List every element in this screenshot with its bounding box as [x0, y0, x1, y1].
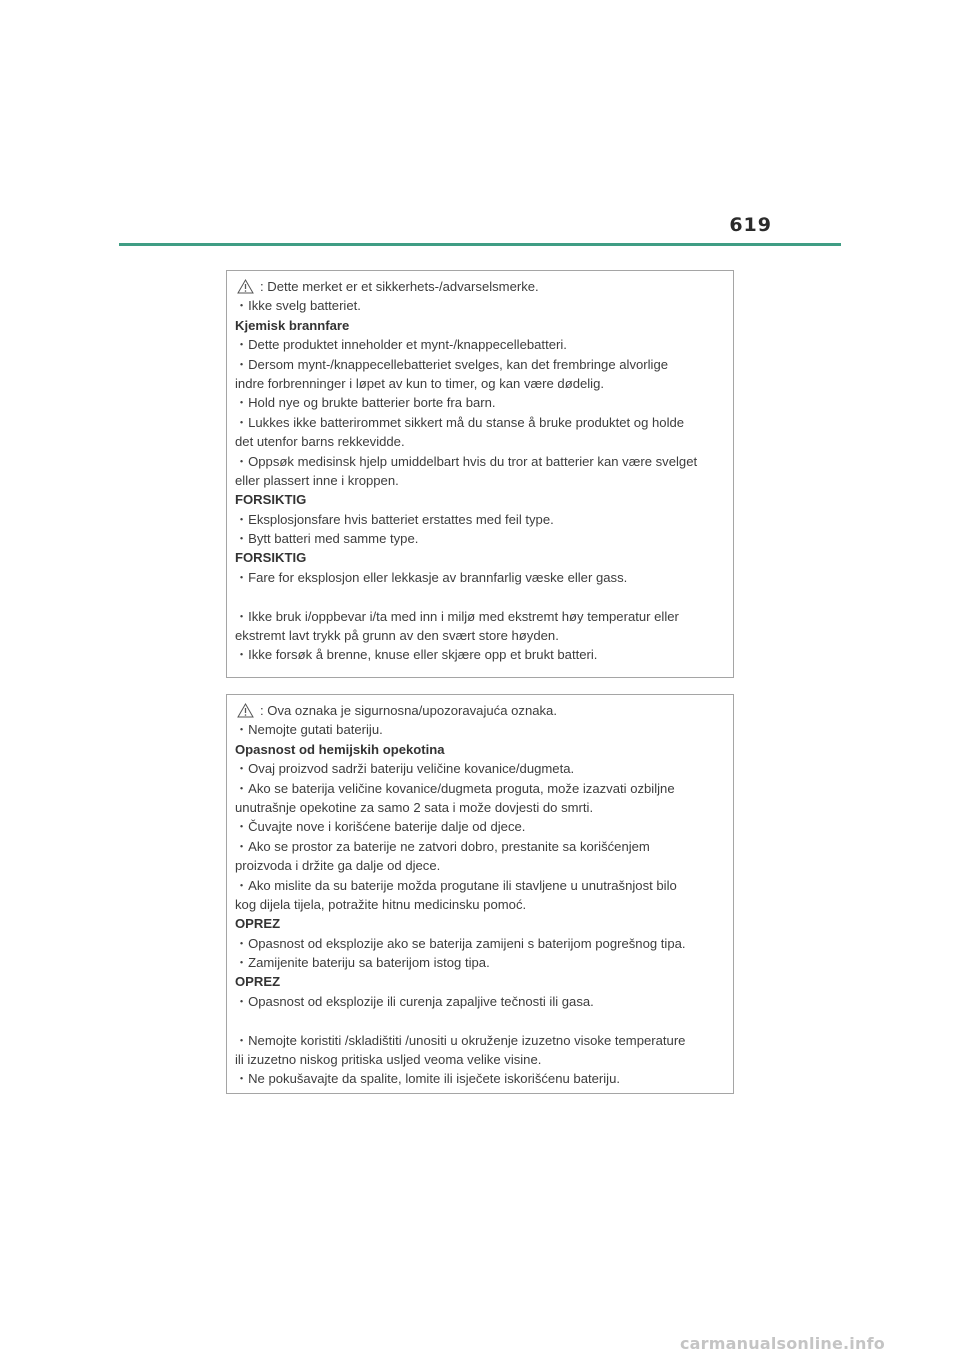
- warning-box-croatian: [226, 694, 734, 1094]
- warning-box-norwegian: [226, 270, 734, 678]
- text-line: ・Eksplosjonsfare hvis batteriet erstattes med feil type.: [235, 511, 554, 527]
- text-line: ・Opasnost od eksplozije ako se baterija zamijeni s baterijom pogrešnog tipa.: [235, 935, 686, 951]
- warning-text-lines: [235, 720, 733, 1088]
- footer-logo: carmanualsonline.info: [680, 1334, 885, 1353]
- warning-triangle-icon: [237, 279, 254, 294]
- text-line: ・Ako se prostor za baterije ne zatvori dobro, prestanite sa korišćenjem: [235, 838, 650, 854]
- warning-intro-line: [235, 277, 733, 296]
- section-heading: OPREZ: [235, 974, 281, 990]
- text-line: indre forbrenninger i løpet av kun to timer, og kan være dødelig.: [235, 375, 604, 391]
- text-line: eller plassert inne i kroppen.: [235, 472, 399, 488]
- text-line: ・Bytt batteri med samme type.: [235, 531, 419, 547]
- section-heading: Opasnost od hemijskih opekotina: [235, 741, 445, 757]
- text-line: ・Zamijenite bateriju sa baterijom istog tipa.: [235, 955, 490, 971]
- warning-text-lines: [235, 296, 733, 664]
- text-line: unutrašnje opekotine za samo 2 sata i može dovjesti do smrti.: [235, 799, 594, 815]
- warning-intro-text: : Ova oznaka je sigurnosna/upozoravajuća oznaka.: [260, 703, 557, 718]
- text-line: ・Ikke forsøk å brenne, knuse eller skjære opp et brukt batteri.: [235, 647, 598, 663]
- text-line: ・Hold nye og brukte batterier borte fra barn.: [235, 395, 496, 411]
- warning-intro-line: [235, 701, 733, 720]
- text-line: ili izuzetno niskog pritiska usljed veoma velike visine.: [235, 1052, 542, 1068]
- text-line: ・Ako mislite da su baterije možda progutane ili stavljene u unutrašnjost bilo: [235, 877, 677, 893]
- text-line: det utenfor barns rekkevidde.: [235, 434, 405, 450]
- text-line: kog dijela tijela, potražite hitnu medicinsku pomoć.: [235, 896, 527, 912]
- blank-line: [235, 1011, 733, 1030]
- text-line: ・Ovaj proizvod sadrži bateriju veličine kovanice/dugmeta.: [235, 761, 575, 777]
- page-number: 619: [729, 214, 772, 236]
- section-heading: Kjemisk brannfare: [235, 317, 350, 333]
- text-line: ・Oppsøk medisinsk hjelp umiddelbart hvis du tror at batterier kan være svelget: [235, 453, 698, 469]
- text-line: ・Lukkes ikke batterirommet sikkert må du stanse å bruke produktet og holde: [235, 414, 685, 430]
- text-line: ・Opasnost od eksplozije ili curenja zapaljive tečnosti ili gasa.: [235, 993, 594, 1009]
- text-line: ・Ikke svelg batteriet.: [235, 298, 361, 314]
- section-heading: FORSIKTIG: [235, 492, 307, 508]
- text-line: ・Fare for eksplosjon eller lekkasje av brannfarlig væske eller gass.: [235, 569, 628, 585]
- text-line: ・Nemojte koristiti /skladištiti /unositi u okruženje izuzetno visoke temperature: [235, 1032, 686, 1048]
- text-line: ・Ikke bruk i/oppbevar i/ta med inn i miljø med ekstremt høy temperatur eller: [235, 608, 679, 624]
- text-line: proizvoda i držite ga dalje od djece.: [235, 858, 441, 874]
- text-line: ・Ne pokušavajte da spalite, lomite ili isječete iskorišćenu bateriju.: [235, 1071, 620, 1087]
- header-rule: [119, 243, 841, 246]
- warning-triangle-icon: [237, 703, 254, 718]
- section-heading: FORSIKTIG: [235, 550, 307, 566]
- text-line: ・Čuvajte nove i korišćene baterije dalje od djece.: [235, 819, 526, 835]
- warning-intro-text: : Dette merket er et sikkerhets-/advarselsmerke.: [260, 279, 539, 294]
- text-line: ekstremt lavt trykk på grunn av den svært store høyden.: [235, 628, 559, 644]
- text-line: ・Dersom mynt-/knappecellebatteriet svelges, kan det frembringe alvorlige: [235, 356, 669, 372]
- blank-line: [235, 587, 733, 606]
- text-line: ・Nemojte gutati bateriju.: [235, 722, 383, 738]
- section-heading: OPREZ: [235, 916, 281, 932]
- text-line: ・Ako se baterija veličine kovanice/dugmeta proguta, može izazvati ozbiljne: [235, 780, 675, 796]
- text-line: ・Dette produktet inneholder et mynt-/knappecellebatteri.: [235, 337, 567, 353]
